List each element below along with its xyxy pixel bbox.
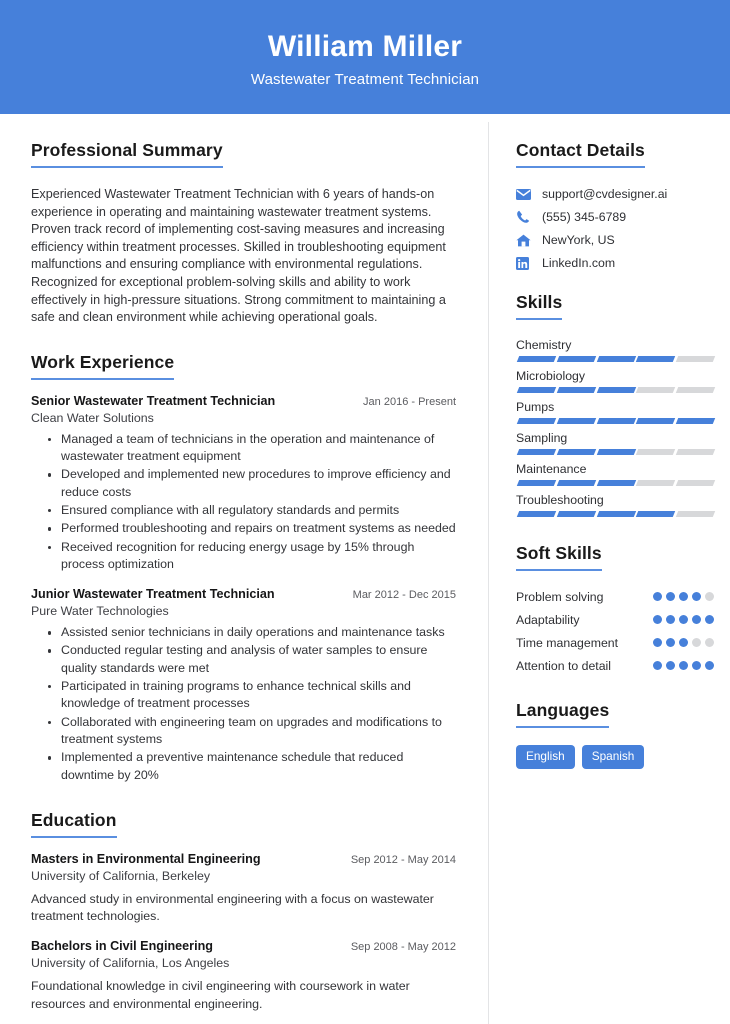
rating-dot (666, 661, 675, 670)
contact-item-linkedin[interactable] (516, 256, 714, 270)
education-school: University of California, Los Angeles (31, 956, 230, 971)
soft-skill-label: Problem solving (516, 590, 604, 604)
contact-heading-wrap (516, 140, 714, 168)
education-entry (31, 852, 456, 926)
soft-skill-item (516, 612, 714, 628)
skill-item (516, 431, 714, 455)
education-degree: Bachelors in Civil Engineering (31, 939, 213, 954)
skill-level-bar (516, 511, 714, 517)
skill-segment (596, 418, 635, 424)
section-work-experience (31, 352, 456, 784)
skill-segment (636, 511, 675, 517)
rating-dot (653, 615, 662, 624)
section-contact-details (516, 140, 714, 270)
section-heading-soft-skills: Soft Skills (516, 543, 602, 571)
skill-level-bar (516, 449, 714, 455)
work-bullet: Conducted regular testing and analysis of water samples to ensure quality standards were met (48, 642, 456, 677)
skill-label: Sampling (516, 431, 568, 445)
rating-dot (679, 615, 688, 624)
resume-header (0, 0, 730, 114)
skill-segment (676, 387, 715, 393)
work-bullet: Developed and implemented new procedures to improve efficiency and reduce costs (48, 466, 456, 501)
skill-segment (517, 356, 556, 362)
work-company: Clean Water Solutions (31, 410, 154, 425)
contact-linkedin-value: LinkedIn.com (542, 256, 616, 270)
summary-heading-wrap (31, 140, 456, 168)
education-date-range: Sep 2008 - May 2012 (350, 941, 456, 954)
rating-dot (705, 638, 714, 647)
skills-list (516, 338, 714, 517)
education-description: Foundational knowledge in civil engineering with coursework in water resources and environmental engineering. (31, 979, 410, 1011)
work-entry-header (31, 587, 456, 601)
skill-segment (636, 387, 675, 393)
skill-segment (517, 511, 556, 517)
skill-label: Troubleshooting (516, 493, 604, 507)
rating-dot (705, 661, 714, 670)
skill-segment (517, 480, 556, 486)
education-entry (31, 939, 456, 1013)
work-bullet: Collaborated with engineering team on upgrades and modifications to treatment systems (48, 714, 456, 749)
rating-dot (679, 592, 688, 601)
envelope-icon (516, 187, 533, 201)
linkedin-icon (516, 256, 533, 270)
rating-dot (666, 592, 675, 601)
languages-heading-wrap (516, 700, 714, 728)
section-languages (516, 700, 714, 769)
skill-label: Pumps (516, 400, 555, 414)
work-entry (31, 394, 456, 573)
skill-item (516, 400, 714, 424)
rating-dot (679, 661, 688, 670)
education-entry-header (31, 852, 456, 866)
skill-segment (636, 449, 675, 455)
soft-skill-item (516, 658, 714, 674)
candidate-name: William Miller (267, 29, 463, 63)
work-job-title: Junior Wastewater Treatment Technician (31, 587, 275, 602)
work-bullet-list (48, 431, 456, 573)
soft-skills-heading-wrap (516, 543, 714, 571)
rating-dot (666, 638, 675, 647)
rating-dot (692, 661, 701, 670)
work-entry (31, 587, 456, 784)
section-heading-education: Education (31, 810, 117, 838)
skills-heading-wrap (516, 292, 714, 320)
rating-dot (653, 661, 662, 670)
language-pill[interactable]: Spanish (582, 745, 645, 769)
section-heading-contact: Contact Details (516, 140, 645, 168)
summary-text: Experienced Wastewater Treatment Technician with 6 years of hands-on experience in operating and maintaining wastewater treatment systems. Proven track record of implementing cost-saving measures and increasing efficiency within treatment processes. Skilled in troubleshooting equipment malfunctions and ensuring compliance with environmental regulations. Recognized for exceptional problem-solving skills and ability to work effectively in high-pressure situations. Strong commitment to maintaining a safe and clean environment while achieving operational goals. (31, 187, 446, 325)
language-pill[interactable]: English (516, 745, 575, 769)
main-column (0, 114, 488, 1024)
skill-segment (517, 449, 556, 455)
sidebar-column (489, 114, 730, 1024)
contact-phone-value: (555) 345-6789 (542, 210, 627, 224)
skill-level-bar (516, 356, 714, 362)
work-heading-wrap (31, 352, 456, 380)
rating-dot (705, 592, 714, 601)
skill-item (516, 462, 714, 486)
skill-segment (676, 356, 715, 362)
work-bullet: Performed troubleshooting and repairs on treatment systems as needed (48, 520, 456, 537)
skill-segment (636, 356, 675, 362)
work-bullet: Managed a team of technicians in the operation and maintenance of wastewater treatment equipment (48, 431, 456, 466)
soft-skill-rating (653, 612, 714, 624)
skill-segment (517, 418, 556, 424)
education-description: Advanced study in environmental engineering with a focus on wastewater treatment technologies. (31, 891, 434, 924)
contact-item-phone[interactable] (516, 210, 714, 224)
skill-segment (557, 387, 596, 393)
contact-list (516, 187, 714, 270)
skill-item (516, 338, 714, 362)
skill-label: Maintenance (516, 462, 587, 476)
work-bullet: Participated in training programs to enhance technical skills and knowledge of treatment processes (48, 678, 456, 713)
contact-item-location[interactable] (516, 233, 714, 247)
skill-segment (557, 418, 596, 424)
soft-skill-rating (653, 635, 714, 647)
skill-segment (676, 449, 715, 455)
section-skills (516, 292, 714, 517)
work-bullet: Implemented a preventive maintenance schedule that reduced downtime by 20% (48, 749, 456, 784)
soft-skill-rating (653, 658, 714, 670)
skill-label: Microbiology (516, 369, 586, 383)
education-degree: Masters in Environmental Engineering (31, 851, 261, 866)
skill-level-bar (516, 480, 714, 486)
rating-dot (666, 615, 675, 624)
section-heading-skills: Skills (516, 292, 562, 320)
rating-dot (653, 638, 662, 647)
work-date-range: Jan 2016 - Present (363, 395, 456, 408)
contact-item-email[interactable] (516, 187, 714, 201)
skill-segment (596, 387, 635, 393)
rating-dot (692, 592, 701, 601)
skill-level-bar (516, 387, 714, 393)
candidate-job-title: Wastewater Treatment Technician (250, 71, 480, 89)
rating-dot (679, 638, 688, 647)
work-bullet: Ensured compliance with all regulatory standards and permits (48, 502, 456, 519)
section-education (31, 810, 456, 1013)
skill-item (516, 493, 714, 517)
soft-skill-label: Time management (516, 636, 619, 650)
skill-segment (676, 480, 715, 486)
section-heading-languages: Languages (516, 700, 609, 728)
skill-segment (517, 387, 556, 393)
skill-segment (676, 418, 715, 424)
work-bullet: Assisted senior technicians in daily operations and maintenance tasks (48, 624, 456, 641)
education-school: University of California, Berkeley (31, 868, 211, 883)
rating-dot (692, 638, 701, 647)
skill-segment (636, 480, 675, 486)
education-entry-header (31, 939, 456, 953)
contact-location-value: NewYork, US (542, 233, 615, 247)
work-date-range: Mar 2012 - Dec 2015 (352, 589, 456, 602)
rating-dot (692, 615, 701, 624)
contact-email-value: support@cvdesigner.ai (542, 187, 668, 201)
skill-segment (557, 511, 596, 517)
work-entry-header (31, 394, 456, 408)
home-icon (516, 233, 533, 247)
work-bullet: Received recognition for reducing energy usage by 15% through process optimization (48, 539, 456, 574)
skill-segment (596, 511, 635, 517)
phone-icon (516, 210, 533, 224)
skill-segment (676, 511, 715, 517)
work-job-title: Senior Wastewater Treatment Technician (31, 393, 276, 408)
skill-item (516, 369, 714, 393)
soft-skill-item (516, 635, 714, 651)
rating-dot (705, 615, 714, 624)
skill-segment (557, 480, 596, 486)
skill-segment (557, 449, 596, 455)
section-heading-work: Work Experience (31, 352, 174, 380)
skill-segment (557, 356, 596, 362)
skill-segment (596, 449, 635, 455)
soft-skill-rating (653, 589, 714, 601)
work-bullet-list (48, 624, 456, 784)
skill-label: Chemistry (516, 338, 572, 352)
section-heading-summary: Professional Summary (31, 140, 223, 168)
languages-list (516, 745, 714, 769)
soft-skill-label: Adaptability (516, 613, 580, 627)
skill-level-bar (516, 418, 714, 424)
skill-segment (636, 418, 675, 424)
section-soft-skills (516, 543, 714, 674)
work-company: Pure Water Technologies (31, 604, 169, 619)
soft-skills-list (516, 589, 714, 674)
resume-body (0, 114, 730, 1024)
education-date-range: Sep 2012 - May 2014 (350, 853, 456, 866)
section-professional-summary (31, 140, 456, 327)
skill-segment (596, 480, 635, 486)
soft-skill-label: Attention to detail (516, 659, 612, 673)
soft-skill-item (516, 589, 714, 605)
education-heading-wrap (31, 810, 456, 838)
skill-segment (596, 356, 635, 362)
rating-dot (653, 592, 662, 601)
